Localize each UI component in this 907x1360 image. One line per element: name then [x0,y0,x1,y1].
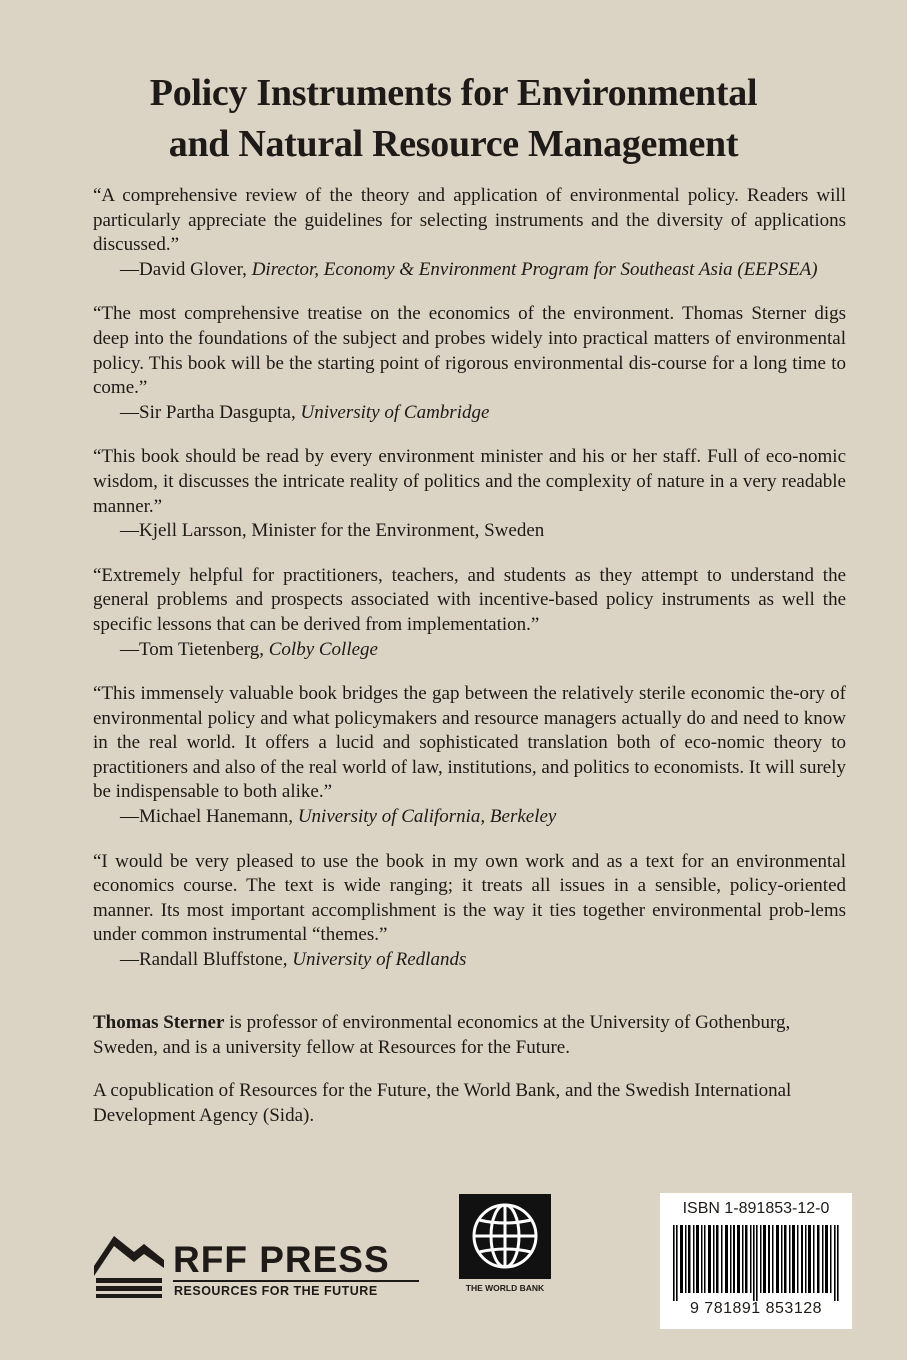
quote-text: “Extremely helpful for practitioners, teachers, and students as they attempt to understand the general problems and prospects associated with incentive-based policy instruments as well the specific lessons that can be derived from implementation.” [93,564,846,635]
author-description: is professor of environmental economics at the University of Gothenburg, Sweden, and is a university fellow at Resources for the Future. [93,1012,791,1058]
attribution-name: —Randall Bluffstone, [120,949,293,971]
title-line-1: Policy Instruments for Environmental [149,72,758,114]
attribution-name: —David Glover, [120,258,252,280]
attribution-name: —Tom Tietenberg, [120,638,269,660]
endorsement-glover [93,184,846,282]
attribution-name: —Kjell Larsson, Minister for the Environment, Sweden [120,520,545,542]
author-bio [93,1011,846,1147]
quote-text: “I would be very pleased to use the book in my own work and as a text for an environmental economics course. The text is wide ranging; it treats all issues in a sensible, policy-oriented manner. Its most important accomplishment is the way it ties together environmental prob-lems under common instrumental “themes.” [93,850,846,946]
quote-attribution [93,519,846,544]
attribution-affiliation: Colby College [268,638,378,660]
rff-press-name: RFF PRESS [173,1239,390,1280]
endorsement-larsson [93,445,846,543]
endorsements [93,184,846,993]
quote-text: “This immensely valuable book bridges the gap between the relatively sterile economic the-ory of environmental policy and what policymakers and resource managers actually do and need to know in the real world. It offers a lucid and sophisticated translation both of eco-nomic theory to practitioners and also of the real world of law, institutions, and politics to economists. It will surely be indispensable to both alike.” [93,683,846,803]
globe-icon [459,1194,551,1279]
barcode-digits: 9 781891 853128 [689,1300,823,1317]
quote-text: “This book should be read by every environment minister and his or her staff. Full of eco-nomic wisdom, it discusses the intricate reality of politics and the complexity of nature in a very readable manner.” [93,446,846,517]
attribution-name: —Michael Hanemann, [120,806,298,828]
attribution-affiliation: Director, Economy & Environment Program for Southeast Asia (EEPSEA) [251,258,818,280]
rff-divider [173,1280,419,1282]
endorsement-tietenberg [93,564,846,662]
isbn-number: ISBN 1-891853-12-0 [682,1200,830,1217]
rff-press-logo [92,1226,422,1302]
endorsement-bluffstone [93,850,846,973]
quote-text: “The most comprehensive treatise on the economics of the environment. Thomas Sterner digs deep into the foundations of the subject and probes widely into practical matters of environmental policy. This book will be the starting point of rigorous environmental dis-course for a long time to come.” [93,303,846,399]
quote-attribution [93,948,846,973]
isbn-barcode [660,1193,852,1329]
world-bank-logo [459,1194,551,1300]
endorsement-dasgupta [93,302,846,425]
copublication-note: A copublication of Resources for the Future, the World Bank, and the Swedish International Development Agency (Sida). [93,1080,792,1126]
world-bank-emblem [459,1194,551,1279]
author-name: Thomas Sterner [93,1012,225,1033]
quote-text: “A comprehensive review of the theory and application of environmental policy. Readers will particularly appreciate the guidelines for selecting instruments and the diversity of applications discussed.” [93,185,846,256]
attribution-name: —Sir Partha Dasgupta, [120,401,301,423]
quote-attribution [93,258,846,283]
attribution-affiliation: University of Redlands [292,949,467,971]
barcode-bars [673,1225,839,1301]
title-line-2: and Natural Resource Management [168,123,739,165]
author-paragraph [93,1011,846,1060]
rff-house-icon [92,1230,170,1300]
rff-tagline: RESOURCES FOR THE FUTURE [174,1284,378,1298]
quote-attribution [93,805,846,830]
quote-attribution [93,638,846,663]
book-title [0,68,907,170]
quote-attribution [93,401,846,426]
endorsement-hanemann [93,682,846,830]
attribution-affiliation: University of Cambridge [300,401,490,423]
world-bank-name: THE WORLD BANK [465,1283,545,1293]
attribution-affiliation: University of California, Berkeley [297,806,557,828]
